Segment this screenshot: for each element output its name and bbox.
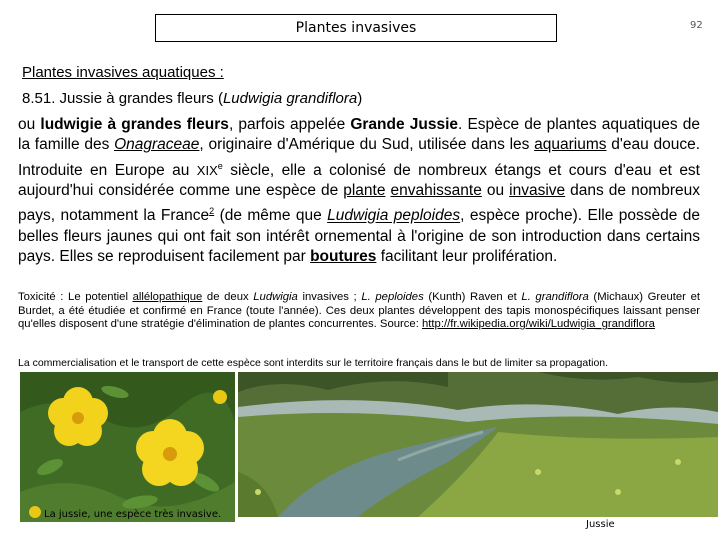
toxicity-paragraph [18, 291, 700, 332]
footnote-ref[interactable]: 2 [209, 206, 215, 217]
link-aquariums[interactable]: aquariums [534, 136, 607, 154]
page-header [155, 14, 557, 42]
photo-caption-left: La jussie, une espèce très invasive. [44, 509, 222, 520]
link-onagraceae[interactable]: Onagraceae [114, 136, 200, 154]
link-invasive[interactable]: invasive [509, 182, 566, 200]
link-allelopathique[interactable]: allélopathique [132, 291, 203, 303]
subtitle-scientific-name: Ludwigia grandiflora [222, 90, 358, 107]
intro-text: . Espèce de plantes aquatiques de la famille des [18, 116, 701, 154]
toxicity-text: invasives ; [297, 291, 362, 303]
common-name: ludwigie à grandes fleurs [40, 116, 229, 133]
photo-caption-right: Jussie [586, 519, 615, 530]
jussie-flowers-photo [20, 372, 235, 522]
species-name: L. peploides [361, 291, 424, 303]
commerce-note: La commercialisation et le transport de cette espèce sont interdits sur le territoire français dans le but de limiter sa propagation. [18, 357, 609, 369]
intro-text: siècle, elle a colonisé de nombreux étangs et cours d'eau et est aujourd'hui considérée comme une espèce de [18, 161, 700, 200]
intro-text: d'eau douce. Introduite en Europe au [18, 136, 701, 179]
link-ludwigia-peploides[interactable]: Ludwigia peploides [327, 207, 461, 225]
intro-text: , espèce proche). Elle possède de belles fleurs jaunes qui ont fait son intérêt ornemental à l'origine de son introduction dans certains pays. Elles se reproduisent facilement par [18, 207, 701, 266]
intro-paragraph [18, 115, 700, 267]
link-envahissante[interactable]: envahissante [390, 182, 482, 200]
toxicity-text: (Michaux) Greuter et Burdet, a été étudiée et confirmé en France (toute l'année). Ces deux plantes développent des tapis monospécifiques laissant penser qu'elles disposent d'une stratégie d'élimination de plantes concurrentes. Source: [18, 291, 700, 331]
alt-name: Grande Jussie [350, 116, 459, 133]
species-name: Ludwigia [253, 291, 298, 303]
intro-text: ou [18, 116, 41, 133]
subtitle-prefix: 8.51. Jussie à grandes fleurs ( [22, 90, 223, 107]
source-link[interactable]: http://fr.wikipedia.org/wiki/Ludwigia_grandiflora [422, 318, 655, 331]
intro-text: ou [481, 182, 510, 200]
intro-text: , parfois appelée [228, 116, 351, 133]
toxicity-text: (Kunth) Raven et [423, 291, 522, 303]
intro-text: , originaire d'Amérique du Sud, utilisée dans les [199, 136, 535, 154]
species-name: L. grandiflora [521, 291, 589, 303]
century-suffix: e [217, 160, 223, 171]
header-title: Plantes invasives [295, 20, 417, 36]
subtitle-suffix: ) [357, 90, 363, 107]
section-title: Plantes invasives aquatiques : [22, 64, 224, 81]
toxicity-text: de deux [202, 291, 254, 303]
link-plante[interactable]: plante [343, 182, 386, 200]
flowers-illustration [20, 372, 235, 522]
jussie-waterway-photo [238, 372, 718, 517]
intro-text: facilitant leur prolifération. [376, 248, 558, 266]
link-boutures[interactable]: boutures [310, 248, 377, 266]
waterway-illustration [238, 372, 718, 517]
century: XIX [196, 162, 218, 178]
page-number: 92 [690, 20, 703, 31]
intro-text: dans de nombreux pays, notamment la France [18, 182, 700, 225]
toxicity-text: Toxicité : Le potentiel [18, 291, 133, 303]
intro-text: (de même que [214, 207, 328, 225]
species-title [22, 90, 362, 107]
